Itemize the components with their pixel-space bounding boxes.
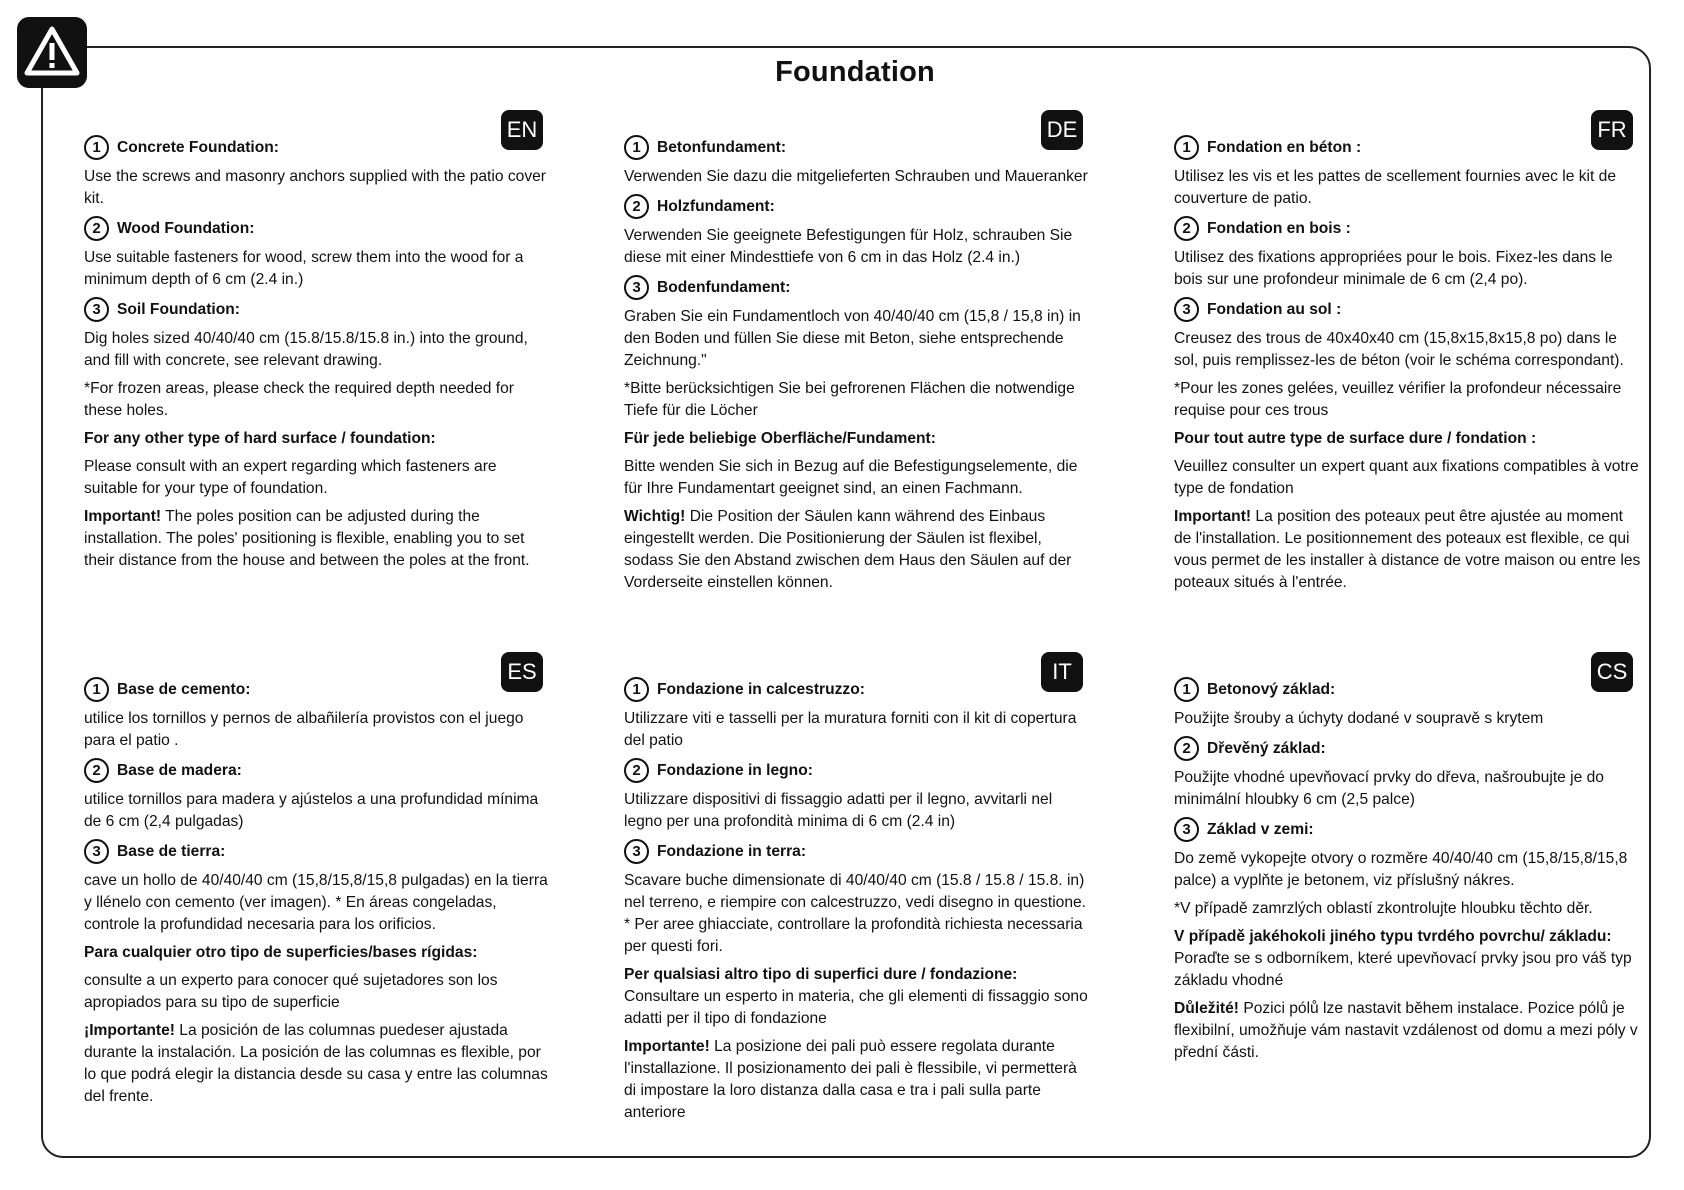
subheading-concrete: 1 Fondation en béton : xyxy=(1174,135,1642,160)
subheading-wood: 2 Fondation en bois : xyxy=(1174,216,1642,241)
subheading-wood: 2 Fondazione in legno: xyxy=(624,758,1092,783)
paragraph: Utilisez les vis et les pattes de scellement fournies avec le kit de couverture de patio. xyxy=(1174,168,1617,207)
important-note: Important! La position des poteaux peut être ajustée au moment de l'installation. Le positionnement des poteaux est flexible, ce qui vous permet de les installer à distance de votre maison ou entre les poteaux situés à l'entrée. xyxy=(1174,508,1641,591)
paragraph: Použijte šrouby a úchyty dodané v soupravě s krytem xyxy=(1174,710,1544,727)
paragraph: Creusez des trous de 40x40x40 cm (15,8x15,8x15,8 po) dans le sol, puis remplissez-les de béton (voir le schéma correspondant). xyxy=(1174,330,1624,369)
important-note: ¡Importante! La posición de las columnas puedeser ajustada durante la instalación. La posición de las columnas es flexible, por lo que podrá elegir la distancia desde su casa y entre las columnas del frente. xyxy=(84,1022,548,1105)
important-note: Wichtig! Die Position der Säulen kann während des Einbaus eingestellt werden. Die Positionierung der Säulen ist flexibel, sodass Sie den Abstand zwischen dem Haus den Säulen auf der Vorderseite einstellen können. xyxy=(624,508,1072,591)
note: *V případě zamrzlých oblastí zkontrolujte hloubku těchto děr. xyxy=(1174,900,1593,917)
subheading-soil: 3 Fondazione in terra: xyxy=(624,839,1092,864)
note: *Pour les zones gelées, veuillez vérifier la profondeur nécessaire requise pour ces trous xyxy=(1174,380,1622,419)
paragraph: Do země vykopejte otvory o rozměre 40/40/40 cm (15,8/15,8/15,8 palce) a vyplňte je betonem, viz příslušný nákres. xyxy=(1174,850,1628,889)
step-number-1: 1 xyxy=(84,677,109,702)
paragraph: Utilizzare dispositivi di fissaggio adatti per il legno, avvitarli nel legno per una profondità minima di 6 cm (2.4 in) xyxy=(624,791,1053,830)
paragraph: cave un hollo de 40/40/40 cm (15,8/15,8/15,8 pulgadas) en la tierra y llénelo con cemento (ver imagen). * En áreas congeladas, controle la profundidad necesaria para los orificios. xyxy=(84,872,548,933)
subheading-wood: 2 Wood Foundation: xyxy=(84,216,552,241)
section-fr xyxy=(1174,117,1642,600)
paragraph: Použijte vhodné upevňovací prvky do dřeva, našroubujte je do minimální hloubky 6 cm (2,5 palce) xyxy=(1174,769,1604,808)
paragraph: utilice los tornillos y pernos de albañilería provistos con el juego para el patio . xyxy=(84,710,524,749)
other-surface-heading: Para cualquier otro tipo de superficies/bases rígidas: xyxy=(84,944,478,961)
language-badge-fr: FR xyxy=(1591,110,1633,150)
paragraph: Please consult with an expert regarding which fasteners are suitable for your type of foundation. xyxy=(84,458,497,497)
step-number-3: 3 xyxy=(1174,817,1199,842)
step-number-3: 3 xyxy=(624,275,649,300)
paragraph: Graben Sie ein Fundamentloch von 40/40/40 cm (15,8 / 15,8 in) in den Boden und füllen Sie diese mit Beton, siehe entsprechende Zeichnung." xyxy=(624,308,1081,369)
step-number-3: 3 xyxy=(624,839,649,864)
step-number-2: 2 xyxy=(1174,736,1199,761)
section-de xyxy=(624,117,1092,600)
step-number-2: 2 xyxy=(84,216,109,241)
section-en xyxy=(84,117,552,578)
paragraph: consulte a un experto para conocer qué sujetadores son los apropiados para su tipo de superficie xyxy=(84,972,498,1011)
language-badge-de: DE xyxy=(1041,110,1083,150)
paragraph: Verwenden Sie dazu die mitgelieferten Schrauben und Maueranker xyxy=(624,168,1088,185)
subheading-soil: 3 Base de tierra: xyxy=(84,839,552,864)
subheading-wood: 2 Dřevěný základ: xyxy=(1174,736,1642,761)
other-surface-block: Per qualsiasi altro tipo di superfici dure / fondazione: Consultare un esperto in materia, che gli elementi di fissaggio sono adatti per il tipo di fondazione xyxy=(624,966,1088,1027)
step-number-1: 1 xyxy=(1174,135,1199,160)
language-badge-it: IT xyxy=(1041,652,1083,692)
subheading-soil: 3 Bodenfundament: xyxy=(624,275,1092,300)
subheading-soil: 3 Základ v zemi: xyxy=(1174,817,1642,842)
step-number-1: 1 xyxy=(1174,677,1199,702)
language-badge-en: EN xyxy=(501,110,543,150)
paragraph: Verwenden Sie geeignete Befestigungen für Holz, schrauben Sie diese mit einer Mindesttiefe von 6 cm in das Holz (2.4 in.) xyxy=(624,227,1073,266)
section-it xyxy=(624,659,1092,1130)
section-es xyxy=(84,659,552,1114)
page-title: Foundation xyxy=(775,56,935,88)
step-number-2: 2 xyxy=(624,194,649,219)
paragraph: Scavare buche dimensionate di 40/40/40 cm (15.8 / 15.8 / 15.8. in) nel terreno, e riempire con calcestruzzo, vedi disegno in questione. * Per aree ghiacciate, controllare la profondità richiesta necessaria per questi fori. xyxy=(624,872,1087,955)
other-surface-heading: Für jede beliebige Oberfläche/Fundament: xyxy=(624,430,936,447)
paragraph: Dig holes sized 40/40/40 cm (15.8/15.8/15.8 in.) into the ground, and fill with concrete, see relevant drawing. xyxy=(84,330,528,369)
other-surface-block: V případě jakéhokoli jiného typu tvrdého povrchu/ základu: Poraďte se s odborníkem, které upevňovací prvky jsou pro váš typ základu vhodné xyxy=(1174,928,1632,989)
subheading-concrete: 1 Concrete Foundation: xyxy=(84,135,552,160)
paragraph: Utilizzare viti e tasselli per la muratura forniti con il kit di copertura del patio xyxy=(624,710,1077,749)
important-note: Important! The poles position can be adjusted during the installation. The poles' positioning is flexible, enabling you to set their distance from the house and between the poles at the front. xyxy=(84,508,530,569)
paragraph: Veuillez consulter un expert quant aux fixations compatibles à votre type de fondation xyxy=(1174,458,1639,497)
subheading-concrete: 1 Betonový základ: xyxy=(1174,677,1642,702)
paragraph: Bitte wenden Sie sich in Bezug auf die Befestigungselemente, die für Ihre Fundamentart geeignet sind, an einen Fachmann. xyxy=(624,458,1078,497)
other-surface-heading: For any other type of hard surface / foundation: xyxy=(84,430,436,447)
step-number-3: 3 xyxy=(84,839,109,864)
step-number-3: 3 xyxy=(1174,297,1199,322)
step-number-1: 1 xyxy=(624,135,649,160)
subheading-concrete: 1 Base de cemento: xyxy=(84,677,552,702)
subheading-wood: 2 Base de madera: xyxy=(84,758,552,783)
step-number-1: 1 xyxy=(624,677,649,702)
other-surface-heading: Pour tout autre type de surface dure / fondation : xyxy=(1174,430,1537,447)
paragraph: Utilisez des fixations appropriées pour le bois. Fixez-les dans le bois sur une profondeur minimale de 6 cm (2,4 po). xyxy=(1174,249,1613,288)
paragraph: utilice tornillos para madera y ajústelos a una profundidad mínima de 6 cm (2,4 pulgadas) xyxy=(84,791,539,830)
subheading-soil: 3 Fondation au sol : xyxy=(1174,297,1642,322)
subheading-soil: 3 Soil Foundation: xyxy=(84,297,552,322)
important-note: Důležité! Pozici pólů lze nastavit během instalace. Pozice pólů je flexibilní, umožňuje vám nastavit vzdálenost od domu a mezi póly v přední části. xyxy=(1174,1000,1638,1061)
subheading-concrete: 1 Betonfundament: xyxy=(624,135,1092,160)
important-note: Importante! La posizione dei pali può essere regolata durante l'installazione. Il posizionamento dei pali è flessibile, vi permetterà di impostare la loro distanza dalla casa e tra i pali sulla parte anteriore xyxy=(624,1038,1077,1121)
section-cs xyxy=(1174,659,1642,1070)
note: *For frozen areas, please check the required depth needed for these holes. xyxy=(84,380,514,419)
subheading-concrete: 1 Fondazione in calcestruzzo: xyxy=(624,677,1092,702)
step-number-2: 2 xyxy=(1174,216,1199,241)
step-number-2: 2 xyxy=(624,758,649,783)
language-badge-cs: CS xyxy=(1591,652,1633,692)
note: *Bitte berücksichtigen Sie bei gefrorenen Flächen die notwendige Tiefe für die Löcher xyxy=(624,380,1075,419)
step-number-3: 3 xyxy=(84,297,109,322)
step-number-2: 2 xyxy=(84,758,109,783)
step-number-1: 1 xyxy=(84,135,109,160)
paragraph: Use suitable fasteners for wood, screw them into the wood for a minimum depth of 6 cm (2.4 in.) xyxy=(84,249,524,288)
language-badge-es: ES xyxy=(501,652,543,692)
subheading-wood: 2 Holzfundament: xyxy=(624,194,1092,219)
paragraph: Use the screws and masonry anchors supplied with the patio cover kit. xyxy=(84,168,546,207)
